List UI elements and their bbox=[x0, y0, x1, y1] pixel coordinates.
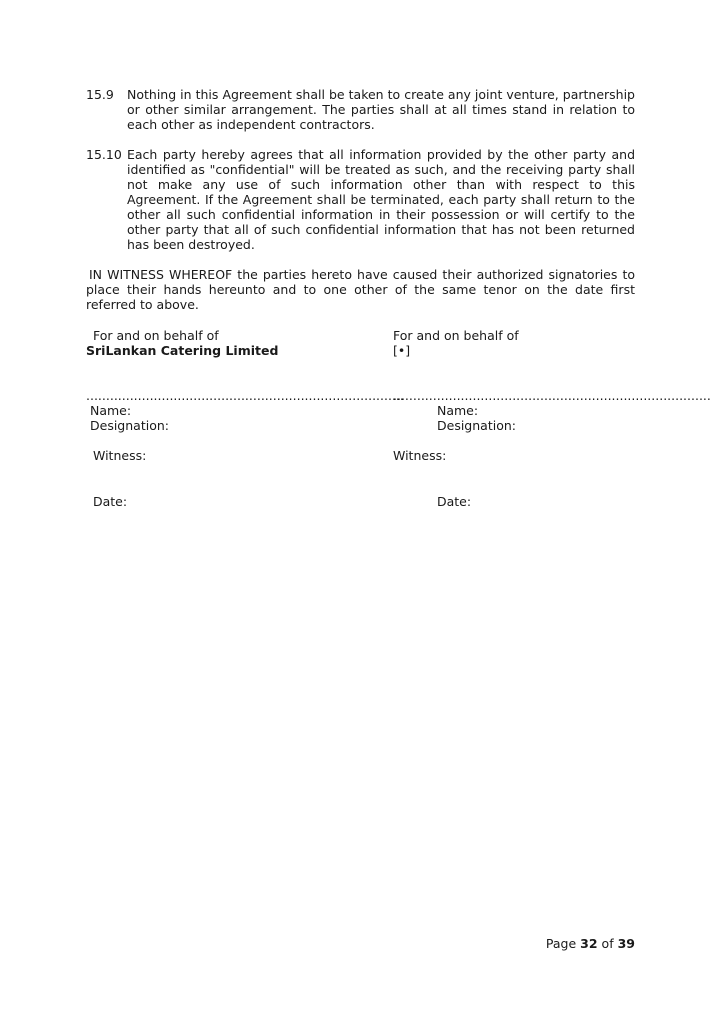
witness-label: Witness: bbox=[93, 448, 147, 463]
date-label: Date: bbox=[93, 494, 128, 509]
signature-block bbox=[86, 328, 711, 509]
clause-number: 15.9 bbox=[86, 87, 114, 102]
clause-number: 15.10 bbox=[86, 147, 122, 162]
footer-page-word: Page bbox=[545, 936, 577, 951]
party-name: SriLankan Catering Limited bbox=[86, 343, 279, 358]
name-label: Name: bbox=[437, 403, 479, 418]
witness-label: Witness: bbox=[393, 448, 447, 463]
witness-clause: IN WITNESS WHEREOF the parties hereto have caused their authorized signatories to place their hands hereunto and to one other of the same tenor on the date first referred to above. bbox=[86, 267, 635, 312]
clause-text: Each party hereby agrees that all information provided by the other party and identified as "confidential" will be treated as such, and the receiving party shall not make any use of such information other than with respect to this Agreement. If the Agreement shall be terminated, each party shall return to the other all such confidential information in their possession or will certify to the other party that all of such confidential information that has not been returned has been destroyed. bbox=[127, 147, 635, 252]
party-name-placeholder: [•] bbox=[393, 343, 411, 358]
footer-page-number: 32 bbox=[580, 936, 598, 951]
signature-column-left bbox=[86, 328, 404, 509]
designation-label: Designation: bbox=[90, 418, 169, 433]
signature-column-right bbox=[393, 328, 711, 509]
signature-line: ................................................................................ bbox=[393, 388, 711, 403]
designation-label: Designation: bbox=[437, 418, 516, 433]
clause-15-9 bbox=[86, 87, 635, 132]
clause-text: Nothing in this Agreement shall be taken to create any joint venture, partnership or other similar arrangement. The parties shall at all times stand in relation to each other as independent contractors. bbox=[127, 87, 635, 132]
page-footer bbox=[546, 936, 635, 951]
date-label: Date: bbox=[437, 494, 472, 509]
signature-line: ................................................................................ bbox=[86, 388, 404, 403]
document-content bbox=[86, 87, 711, 509]
behalf-line: For and on behalf of bbox=[93, 328, 219, 343]
footer-total-pages: 39 bbox=[617, 936, 635, 951]
footer-of-word: of bbox=[601, 936, 614, 951]
behalf-line: For and on behalf of bbox=[393, 328, 519, 343]
name-label: Name: bbox=[90, 403, 132, 418]
clause-15-10 bbox=[86, 147, 635, 252]
